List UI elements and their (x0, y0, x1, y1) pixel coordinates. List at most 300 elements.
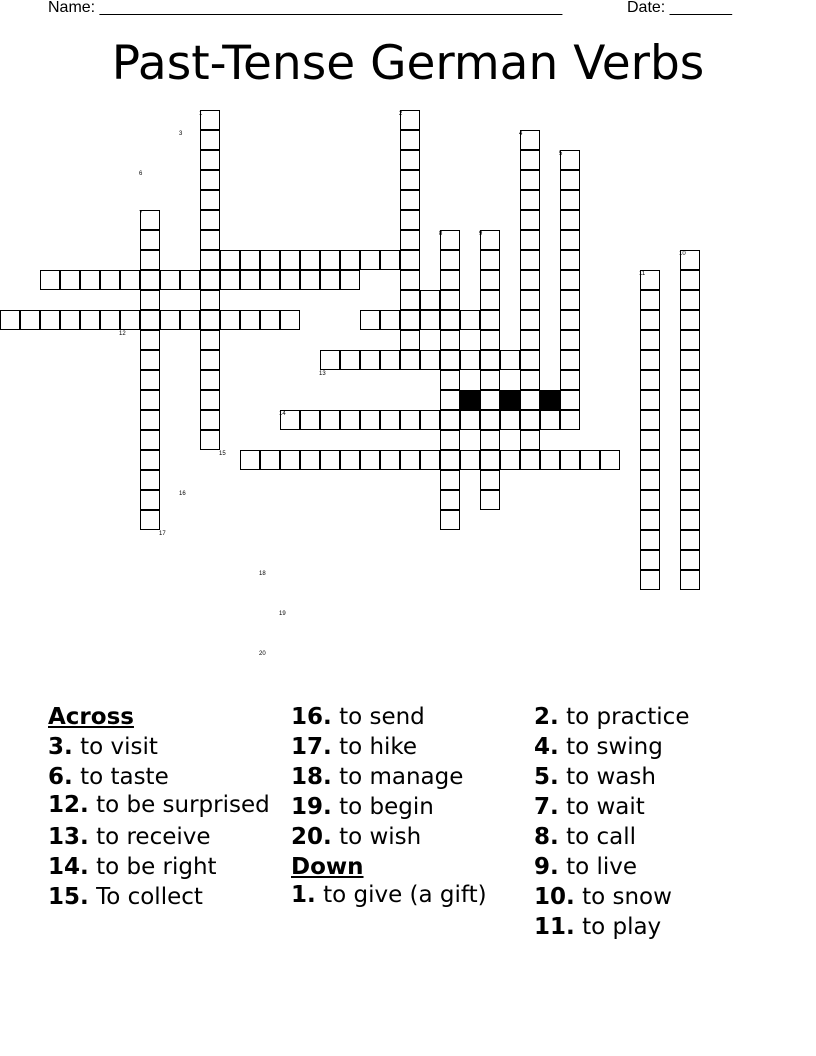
clue-down-1 (291, 882, 491, 912)
grid-cell[interactable] (400, 170, 420, 190)
grid-cell[interactable] (440, 490, 460, 510)
grid-cell[interactable] (680, 410, 700, 430)
grid-cell[interactable] (560, 170, 580, 190)
grid-cell[interactable] (680, 530, 700, 550)
clue-number-1: 1 (199, 111, 203, 117)
grid-cell[interactable] (460, 410, 480, 430)
clue-text: to wait (566, 794, 645, 820)
clue-text: to live (566, 854, 638, 880)
grid-cell[interactable] (640, 470, 660, 490)
clue-number: 17. (291, 734, 332, 760)
grid-cell[interactable] (480, 390, 500, 410)
clue-down-4 (534, 732, 689, 762)
grid-cell[interactable] (200, 390, 220, 410)
grid-cell[interactable] (560, 450, 580, 470)
grid-cell[interactable] (560, 150, 580, 170)
grid-cell[interactable] (440, 270, 460, 290)
grid-cell[interactable] (440, 310, 460, 330)
grid-cell[interactable] (440, 470, 460, 490)
grid-cell[interactable] (640, 290, 660, 310)
grid-cell[interactable] (280, 250, 300, 270)
clue-number-8: 8 (439, 231, 443, 237)
clue-number: 10. (534, 884, 575, 910)
grid-cell[interactable] (440, 510, 460, 530)
grid-cell[interactable] (240, 310, 260, 330)
grid-cell[interactable] (400, 290, 420, 310)
grid-cell-blocked (460, 390, 480, 410)
grid-cell[interactable] (640, 430, 660, 450)
clue-number: 15. (48, 884, 89, 910)
clue-number-6: 6 (139, 171, 143, 177)
grid-cell[interactable] (520, 150, 540, 170)
grid-cell[interactable] (100, 270, 120, 290)
grid-cell[interactable] (640, 390, 660, 410)
grid-cell[interactable] (40, 310, 60, 330)
grid-cell[interactable] (400, 330, 420, 350)
grid-cell[interactable] (260, 270, 280, 290)
grid-cell[interactable] (380, 450, 400, 470)
grid-cell[interactable] (380, 310, 400, 330)
grid-cell[interactable] (300, 270, 320, 290)
grid-cell[interactable] (340, 270, 360, 290)
grid-cell[interactable] (520, 210, 540, 230)
grid-cell[interactable] (340, 450, 360, 470)
grid-cell[interactable] (440, 250, 460, 270)
grid-cell[interactable] (440, 330, 460, 350)
grid-cell[interactable] (120, 310, 140, 330)
grid-cell[interactable] (140, 370, 160, 390)
grid-cell[interactable] (180, 270, 200, 290)
grid-cell[interactable] (420, 290, 440, 310)
clue-text: to wash (566, 764, 656, 790)
grid-cell[interactable] (560, 350, 580, 370)
grid-cell[interactable] (200, 130, 220, 150)
clue-across-17 (291, 732, 491, 762)
grid-cell[interactable] (680, 350, 700, 370)
grid-cell[interactable] (320, 410, 340, 430)
grid-cell[interactable] (640, 510, 660, 530)
grid-cell[interactable] (680, 570, 700, 590)
clue-column-1 (48, 702, 278, 912)
grid-cell[interactable] (520, 410, 540, 430)
grid-cell[interactable] (440, 370, 460, 390)
clue-across-18 (291, 762, 491, 792)
clue-number-14: 14 (279, 411, 286, 417)
grid-cell[interactable] (680, 470, 700, 490)
grid-cell[interactable] (580, 450, 600, 470)
clue-number-17: 17 (159, 531, 166, 537)
grid-cell[interactable] (680, 450, 700, 470)
grid-cell[interactable] (180, 310, 200, 330)
grid-cell[interactable] (80, 310, 100, 330)
grid-cell[interactable] (500, 350, 520, 370)
clue-number: 13. (48, 824, 89, 850)
grid-cell[interactable] (520, 430, 540, 450)
grid-cell[interactable] (200, 290, 220, 310)
clue-text: to manage (339, 764, 464, 790)
grid-cell[interactable] (240, 270, 260, 290)
clue-number-10: 10 (679, 251, 686, 257)
grid-cell[interactable] (640, 450, 660, 470)
grid-cell[interactable] (320, 270, 340, 290)
grid-cell[interactable] (520, 230, 540, 250)
grid-cell[interactable] (460, 310, 480, 330)
grid-cell[interactable] (640, 410, 660, 430)
grid-cell[interactable] (400, 350, 420, 370)
grid-cell[interactable] (400, 450, 420, 470)
clue-number: 9. (534, 854, 559, 880)
grid-cell[interactable] (0, 310, 20, 330)
clue-number-15: 15 (219, 451, 226, 457)
grid-cell[interactable] (320, 350, 340, 370)
grid-cell[interactable] (140, 510, 160, 530)
clue-text: to send (339, 704, 425, 730)
grid-cell[interactable] (480, 450, 500, 470)
grid-cell[interactable] (280, 270, 300, 290)
clue-down-2 (534, 702, 689, 732)
clue-across-15 (48, 882, 278, 912)
grid-cell[interactable] (200, 350, 220, 370)
grid-cell[interactable] (640, 330, 660, 350)
clue-text: To collect (96, 884, 203, 910)
grid-cell[interactable] (520, 290, 540, 310)
clue-down-11 (534, 912, 689, 942)
grid-cell[interactable] (400, 190, 420, 210)
grid-cell[interactable] (560, 330, 580, 350)
grid-cell[interactable] (480, 430, 500, 450)
grid-cell[interactable] (440, 450, 460, 470)
grid-cell[interactable] (640, 370, 660, 390)
grid-cell[interactable] (560, 370, 580, 390)
clue-number-20: 20 (259, 651, 266, 657)
grid-cell[interactable] (200, 270, 220, 290)
grid-cell[interactable] (540, 450, 560, 470)
clue-text: to receive (96, 824, 211, 850)
grid-cell[interactable] (100, 310, 120, 330)
grid-cell[interactable] (480, 330, 500, 350)
grid-cell[interactable] (300, 410, 320, 430)
clue-number: 3. (48, 734, 73, 760)
grid-cell[interactable] (680, 550, 700, 570)
grid-cell[interactable] (540, 410, 560, 430)
grid-cell[interactable] (480, 350, 500, 370)
grid-cell[interactable] (520, 270, 540, 290)
clue-number-12: 12 (119, 331, 126, 337)
clue-number: 7. (534, 794, 559, 820)
grid-cell[interactable] (300, 250, 320, 270)
clue-column-2 (291, 702, 491, 912)
grid-cell[interactable] (200, 110, 220, 130)
grid-cell[interactable] (640, 570, 660, 590)
clue-text: to play (582, 914, 662, 940)
grid-cell[interactable] (200, 150, 220, 170)
grid-cell[interactable] (200, 190, 220, 210)
grid-cell[interactable] (380, 410, 400, 430)
clue-text: to give (a gift) (323, 882, 487, 908)
grid-cell[interactable] (560, 210, 580, 230)
grid-cell[interactable] (60, 310, 80, 330)
grid-cell[interactable] (140, 270, 160, 290)
grid-cell[interactable] (140, 410, 160, 430)
grid-cell[interactable] (360, 250, 380, 270)
grid-cell[interactable] (560, 230, 580, 250)
clue-number: 6. (48, 764, 73, 790)
grid-cell[interactable] (240, 250, 260, 270)
clue-across-19 (291, 792, 491, 822)
grid-cell[interactable] (480, 490, 500, 510)
grid-cell[interactable] (360, 410, 380, 430)
grid-cell[interactable] (520, 350, 540, 370)
clue-number-3: 3 (179, 131, 183, 137)
grid-cell[interactable] (680, 490, 700, 510)
grid-cell[interactable] (480, 470, 500, 490)
grid-cell[interactable] (480, 370, 500, 390)
grid-cell[interactable] (400, 270, 420, 290)
grid-cell[interactable] (560, 410, 580, 430)
grid-cell[interactable] (220, 310, 240, 330)
grid-cell[interactable] (400, 250, 420, 270)
clue-across-20 (291, 822, 491, 852)
grid-cell[interactable] (280, 310, 300, 330)
grid-cell[interactable] (520, 190, 540, 210)
grid-cell[interactable] (140, 490, 160, 510)
grid-cell[interactable] (380, 350, 400, 370)
clue-number: 20. (291, 824, 332, 850)
grid-cell[interactable] (400, 150, 420, 170)
clue-number: 2. (534, 704, 559, 730)
clue-down-10 (534, 882, 689, 912)
grid-cell[interactable] (460, 450, 480, 470)
clue-number: 18. (291, 764, 332, 790)
grid-cell[interactable] (560, 310, 580, 330)
grid-cell[interactable] (640, 310, 660, 330)
grid-cell[interactable] (200, 370, 220, 390)
clue-number-7: 7 (139, 211, 143, 217)
clue-number-11: 11 (639, 271, 646, 277)
grid-cell[interactable] (420, 310, 440, 330)
clue-number: 8. (534, 824, 559, 850)
clue-text: to swing (566, 734, 663, 760)
grid-cell[interactable] (680, 390, 700, 410)
grid-cell[interactable] (140, 250, 160, 270)
clue-text: to visit (80, 734, 158, 760)
grid-cell[interactable] (420, 350, 440, 370)
grid-cell[interactable] (440, 230, 460, 250)
grid-cell[interactable] (680, 370, 700, 390)
grid-cell[interactable] (480, 250, 500, 270)
clue-text: to begin (339, 794, 434, 820)
grid-cell[interactable] (400, 410, 420, 430)
clue-down-7 (534, 792, 689, 822)
grid-cell[interactable] (520, 330, 540, 350)
grid-cell[interactable] (380, 250, 400, 270)
clue-number-18: 18 (259, 571, 266, 577)
clue-text: to wish (339, 824, 422, 850)
grid-cell[interactable] (220, 250, 240, 270)
across-heading: Across (48, 704, 134, 730)
clue-number-19: 19 (279, 611, 286, 617)
grid-cell[interactable] (140, 450, 160, 470)
grid-cell[interactable] (200, 310, 220, 330)
grid-cell[interactable] (680, 330, 700, 350)
grid-cell[interactable] (480, 290, 500, 310)
clue-number: 4. (534, 734, 559, 760)
clue-across-16 (291, 702, 491, 732)
grid-cell[interactable] (140, 430, 160, 450)
grid-cell[interactable] (560, 190, 580, 210)
grid-cell[interactable] (360, 350, 380, 370)
down-heading: Down (291, 854, 364, 880)
grid-cell[interactable] (560, 290, 580, 310)
clue-text: to be surprised (96, 792, 270, 818)
grid-cell[interactable] (640, 350, 660, 370)
clue-across-6 (48, 762, 278, 792)
grid-cell[interactable] (640, 490, 660, 510)
grid-cell[interactable] (400, 130, 420, 150)
grid-cell[interactable] (340, 410, 360, 430)
clue-number-16: 16 (179, 491, 186, 497)
grid-cell[interactable] (140, 390, 160, 410)
grid-cell[interactable] (500, 410, 520, 430)
grid-cell[interactable] (560, 270, 580, 290)
grid-cell[interactable] (200, 210, 220, 230)
clue-number: 1. (291, 882, 316, 908)
grid-cell[interactable] (140, 310, 160, 330)
grid-cell[interactable] (40, 270, 60, 290)
grid-cell[interactable] (260, 310, 280, 330)
grid-cell[interactable] (400, 230, 420, 250)
grid-cell[interactable] (200, 430, 220, 450)
clue-number: 11. (534, 914, 575, 940)
grid-cell[interactable] (440, 430, 460, 450)
grid-cell[interactable] (200, 230, 220, 250)
clue-text: to call (566, 824, 636, 850)
grid-cell[interactable] (400, 310, 420, 330)
grid-cell[interactable] (480, 230, 500, 250)
grid-cell[interactable] (340, 250, 360, 270)
grid-cell[interactable] (520, 390, 540, 410)
grid-cell-blocked (540, 390, 560, 410)
grid-cell[interactable] (560, 250, 580, 270)
grid-cell[interactable] (680, 510, 700, 530)
clue-number: 5. (534, 764, 559, 790)
grid-cell[interactable] (460, 350, 480, 370)
clue-number: 19. (291, 794, 332, 820)
grid-cell[interactable] (320, 450, 340, 470)
grid-cell[interactable] (600, 450, 620, 470)
clue-down-8 (534, 822, 689, 852)
grid-cell[interactable] (440, 410, 460, 430)
clue-number-9: 9 (479, 231, 483, 237)
clue-across-14 (48, 852, 278, 882)
grid-cell[interactable] (680, 290, 700, 310)
grid-cell[interactable] (520, 250, 540, 270)
grid-cell[interactable] (520, 310, 540, 330)
date-label: Date: _______ (627, 0, 732, 16)
grid-cell[interactable] (500, 450, 520, 470)
grid-cell[interactable] (440, 350, 460, 370)
grid-cell[interactable] (680, 270, 700, 290)
grid-cell[interactable] (260, 450, 280, 470)
grid-cell[interactable] (200, 410, 220, 430)
grid-cell[interactable] (280, 450, 300, 470)
clue-text: to be right (96, 854, 217, 880)
grid-cell[interactable] (640, 530, 660, 550)
grid-cell[interactable] (520, 450, 540, 470)
grid-cell[interactable] (140, 230, 160, 250)
grid-cell[interactable] (120, 270, 140, 290)
clue-number: 12. (48, 792, 89, 818)
grid-cell[interactable] (260, 250, 280, 270)
grid-cell[interactable] (640, 550, 660, 570)
grid-cell[interactable] (320, 250, 340, 270)
grid-cell[interactable] (480, 310, 500, 330)
grid-cell[interactable] (60, 270, 80, 290)
clue-text: to practice (566, 704, 690, 730)
grid-cell[interactable] (160, 310, 180, 330)
clue-number-5: 5 (559, 151, 563, 157)
grid-cell[interactable] (140, 330, 160, 350)
grid-cell[interactable] (300, 450, 320, 470)
grid-cell[interactable] (520, 170, 540, 190)
clue-column-3 (534, 702, 689, 942)
clue-across-3 (48, 732, 278, 762)
grid-cell[interactable] (560, 390, 580, 410)
grid-cell[interactable] (80, 270, 100, 290)
grid-cell[interactable] (200, 330, 220, 350)
grid-cell[interactable] (400, 210, 420, 230)
clue-text: to snow (582, 884, 672, 910)
clue-text: to taste (80, 764, 169, 790)
grid-cell[interactable] (240, 450, 260, 470)
grid-cell[interactable] (140, 210, 160, 230)
clue-down-5 (534, 762, 689, 792)
grid-cell[interactable] (360, 310, 380, 330)
clue-number: 16. (291, 704, 332, 730)
grid-cell[interactable] (420, 410, 440, 430)
page-title: Past-Tense German Verbs (111, 36, 705, 91)
grid-cell[interactable] (440, 290, 460, 310)
clue-number-2: 2 (399, 111, 403, 117)
name-label: Name: ____________________________________________________ (48, 0, 563, 16)
grid-cell[interactable] (140, 350, 160, 370)
grid-cell[interactable] (140, 470, 160, 490)
clue-across-12 (48, 792, 278, 822)
grid-cell[interactable] (680, 430, 700, 450)
grid-cell[interactable] (20, 310, 40, 330)
grid-cell[interactable] (480, 410, 500, 430)
grid-cell[interactable] (360, 450, 380, 470)
clue-number: 14. (48, 854, 89, 880)
grid-cell[interactable] (400, 110, 420, 130)
grid-cell[interactable] (520, 130, 540, 150)
grid-cell[interactable] (420, 450, 440, 470)
grid-cell[interactable] (200, 170, 220, 190)
grid-cell[interactable] (440, 390, 460, 410)
grid-cell[interactable] (680, 310, 700, 330)
grid-cell[interactable] (140, 290, 160, 310)
grid-cell[interactable] (200, 250, 220, 270)
grid-cell-blocked (500, 390, 520, 410)
grid-cell[interactable] (220, 270, 240, 290)
clue-text: to hike (339, 734, 418, 760)
grid-cell[interactable] (160, 270, 180, 290)
clue-down-9 (534, 852, 689, 882)
grid-cell[interactable] (520, 370, 540, 390)
grid-cell[interactable] (480, 270, 500, 290)
clue-number-4: 4 (519, 131, 523, 137)
grid-cell[interactable] (340, 350, 360, 370)
